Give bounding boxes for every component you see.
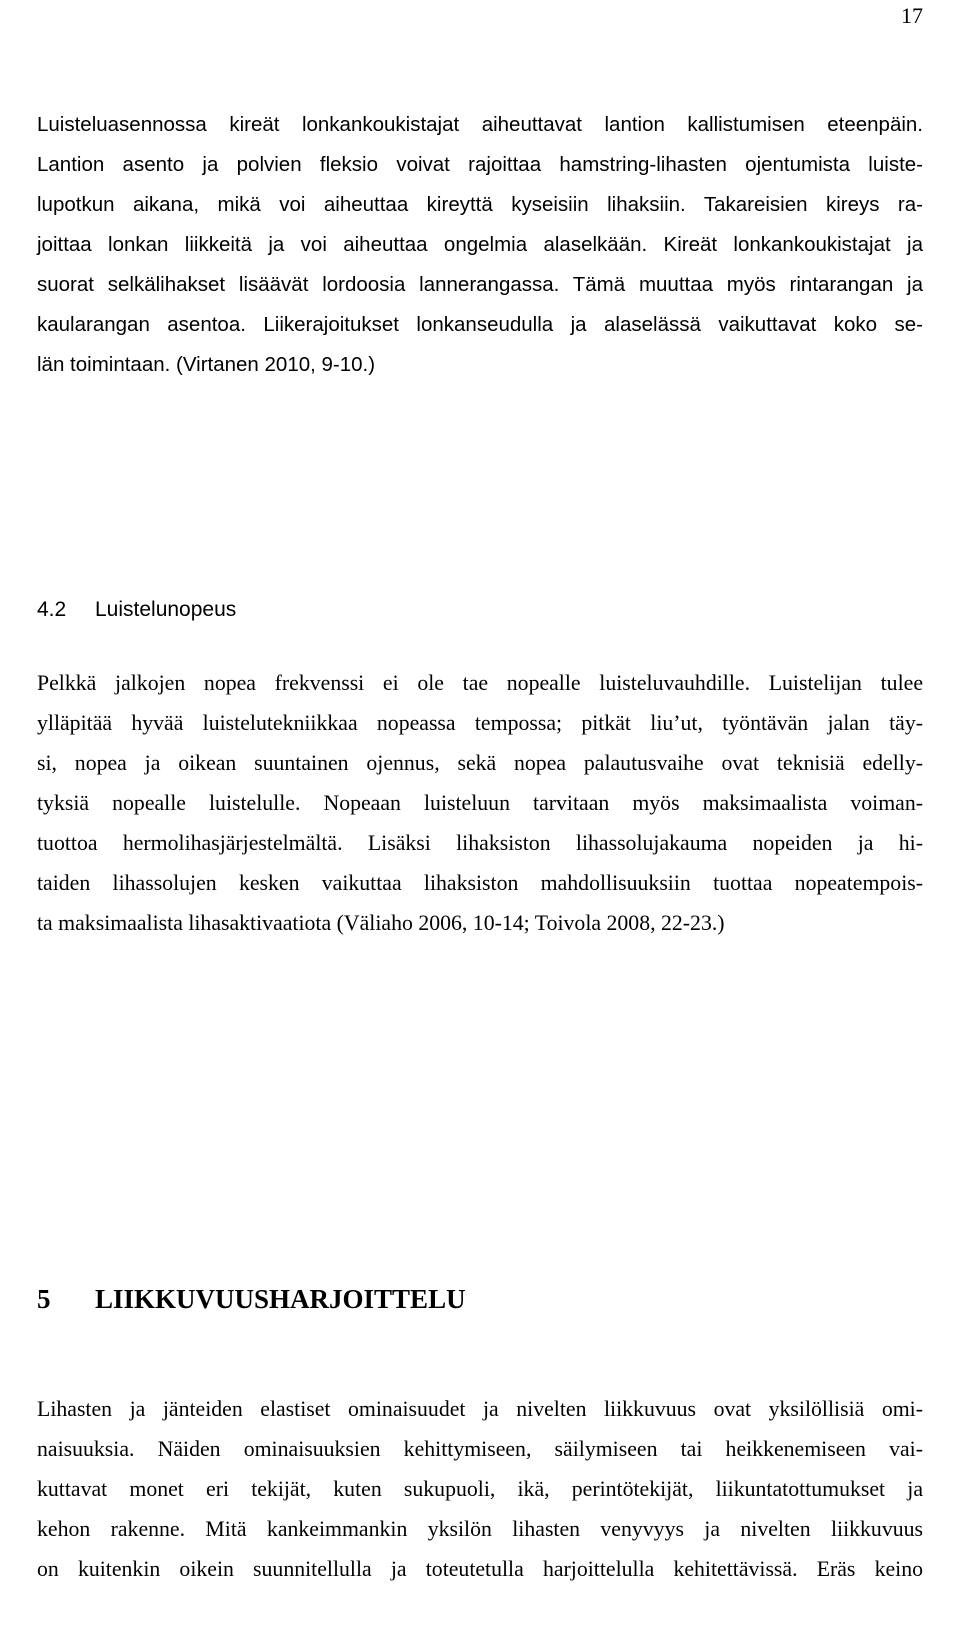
text-line: joittaa lonkan liikkeitä ja voi aiheuttaa ongelmia alaselkään. Kireät lonkankoukistajat ja — [37, 233, 923, 256]
text-line: lupotkun aikana, mikä voi aiheuttaa kireyttä kyseisiin lihaksiin. Takareisien kireys ra- — [37, 193, 923, 216]
text-line: Pelkkä jalkojen nopea frekvenssi ei ole tae nopealle luisteluvauhdille. Luistelijan tulee — [37, 671, 923, 695]
page-number: 17 — [901, 3, 923, 28]
text-line: tyksiä nopealle luistelulle. Nopeaan luisteluun tarvitaan myös maksimaalista voiman- — [37, 791, 923, 815]
section-heading-4-2 — [37, 596, 236, 624]
chapter-title: LIIKKUVUUSHARJOITTELU — [95, 1284, 466, 1314]
text-line: Lihasten ja jänteiden elastiset ominaisuudet ja nivelten liikkuvuus ovat yksilöllisiä omi- — [37, 1397, 923, 1421]
section-title: Luistelunopeus — [95, 598, 237, 621]
text-line: kaularangan asentoa. Liikerajoitukset lonkanseudulla ja alaselässä vaikuttavat koko se- — [37, 313, 923, 336]
text-line: kehon rakenne. Mitä kankeimmankin yksilön lihasten venyvyys ja nivelten liikkuvuus — [37, 1517, 923, 1541]
text-line: län toimintaan. (Virtanen 2010, 9-10.) — [37, 353, 376, 376]
section-number: 4.2 — [37, 598, 67, 621]
paragraph-hip-flexors — [37, 105, 923, 385]
chapter-number: 5 — [37, 1284, 51, 1314]
text-line: Luisteluasennossa kireät lonkankoukistajat aiheuttavat lantion kallistumisen eteenpäin. — [37, 113, 923, 136]
paragraph-skating-speed — [37, 663, 923, 943]
text-line: naisuuksia. Näiden ominaisuuksien kehittymiseen, säilymiseen tai heikkenemiseen vai- — [37, 1437, 923, 1461]
text-line: si, nopea ja oikean suuntainen ojennus, sekä nopea palautusvaihe ovat teknisiä edelly- — [37, 751, 923, 775]
text-line: on kuitenkin oikein suunnitellulla ja toteutetulla harjoittelulla kehitettävissä. Eräs keino — [37, 1557, 923, 1581]
text-line: taiden lihassolujen kesken vaikuttaa lihaksiston mahdollisuuksiin tuottaa nopeatempois- — [37, 871, 923, 895]
text-line: Lantion asento ja polvien fleksio voivat rajoittaa hamstring-lihasten ojentumista luiste- — [37, 153, 923, 176]
text-line: ta maksimaalista lihasaktivaatiota (Väliaho 2006, 10-14; Toivola 2008, 22-23.) — [37, 911, 725, 935]
text-line: suorat selkälihakset lisäävät lordoosia lannerangassa. Tämä muuttaa myös rintarangan ja — [37, 273, 923, 296]
paragraph-mobility — [37, 1389, 923, 1589]
chapter-heading-5 — [37, 1282, 466, 1316]
text-line: kuttavat monet eri tekijät, kuten sukupuoli, ikä, perintötekijät, liikuntatottumukset ja — [37, 1477, 923, 1501]
text-line: ylläpitää hyvää luistelutekniikkaa nopeassa tempossa; pitkät liu’ut, työntävän jalan täy- — [37, 711, 923, 735]
text-line: tuottoa hermolihasjärjestelmältä. Lisäksi lihaksiston lihassolujakauma nopeiden ja hi- — [37, 831, 923, 855]
